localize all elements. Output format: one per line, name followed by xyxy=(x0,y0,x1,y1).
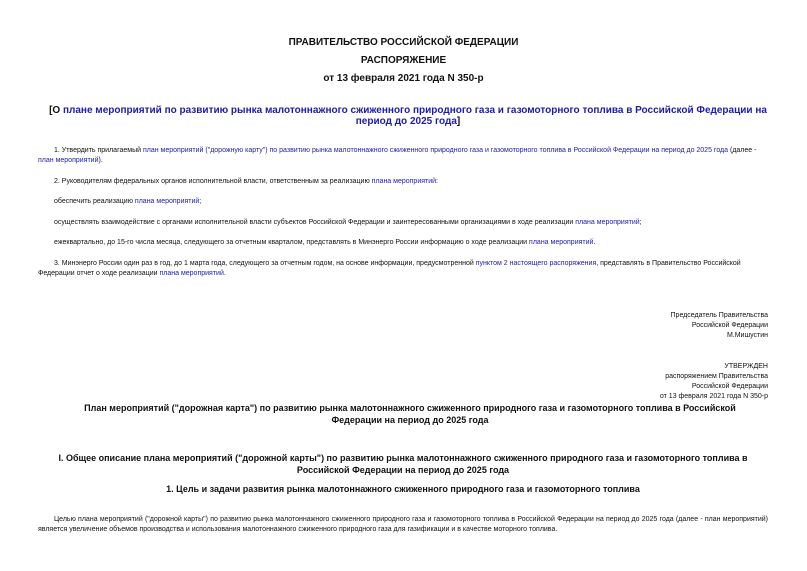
paragraph-text: ; xyxy=(199,198,202,205)
document-date-number: от 13 февраля 2021 года N 350-р xyxy=(323,73,484,84)
paragraph-text: . xyxy=(223,270,226,277)
paragraph-text: ежеквартально, до 15-го числа месяца, следующего за отчетным кварталом, представлять в Минэнерго России информацию о ходе реализации xyxy=(54,239,530,246)
paragraph-text: ). xyxy=(98,157,103,164)
signature-name: М.Мишустин xyxy=(726,332,768,339)
government-heading: ПРАВИТЕЛЬСТВО РОССИЙСКОЙ ФЕДЕРАЦИИ xyxy=(288,37,519,48)
paragraph-text: (далее - xyxy=(728,147,757,154)
approval-by: распоряжением Правительства xyxy=(665,373,768,380)
plan-link[interactable]: план мероприятий ("дорожную карту") по развитию рынка малотоннажного сжиженного природного газа и газомоторного топлива в Российской Федерации на период до 2025 года xyxy=(142,147,729,154)
paragraph-text: обеспечить реализацию xyxy=(54,198,135,205)
paragraph-text: 3. Минэнерго России один раз в год, до 1 марта года, следующего за отчетным годом, на основе информации, предусмотренной xyxy=(54,260,476,267)
signature-position: Председатель Правительства xyxy=(670,312,768,319)
paragraph-6 xyxy=(38,259,768,279)
paragraph-text: ; xyxy=(639,219,642,226)
paragraph-text: , представлять в Правительство Российской Федерации отчет о ходе реализации xyxy=(38,260,741,277)
document-type-heading: РАСПОРЯЖЕНИЕ xyxy=(360,55,447,66)
subsection-1-title: 1. Цель и задачи развития рынка малотоннажного сжиженного природного газа и газомоторного топлива xyxy=(166,484,640,494)
paragraph-3 xyxy=(38,197,768,207)
paragraph-4 xyxy=(38,218,768,228)
clause-2-link[interactable]: пунктом 2 настоящего распоряжения xyxy=(475,260,597,267)
title-link[interactable]: плане мероприятий по развитию рынка малотоннажного сжиженного природного газа и газомоторного топлива в Российской Федерации на период до 2025 года xyxy=(62,105,767,127)
paragraph-text: 2. Руководителям федеральных органов исполнительной власти, ответственным за реализацию xyxy=(54,178,372,185)
paragraph-text: осуществлять взаимодействие с органами исполнительной власти субъектов Российской Федерации и заинтересованными организациями в ходе реализации xyxy=(54,219,576,226)
paragraph-text: : xyxy=(436,178,438,185)
last-paragraph: Целью плана мероприятий ("дорожной карты") по развитию рынка малотоннажного сжиженного природного газа и газомоторного топлива в Российской Федерации на период до 2025 года (далее - план мероприятий) является увеличение объемов производства и использования малотоннажного сжиженного природного газа для газификации и в качестве моторного топлива. xyxy=(38,516,768,533)
paragraph-text: . xyxy=(593,239,596,246)
paragraph-5 xyxy=(38,238,768,248)
approval-date: от 13 февраля 2021 года N 350-р xyxy=(659,393,768,400)
paragraph-1 xyxy=(38,146,768,166)
paragraph-text: 1. Утвердить прилагаемый xyxy=(54,147,143,154)
plan-link[interactable]: плана мероприятий xyxy=(575,219,640,226)
signature-block xyxy=(468,311,768,341)
approval-org: Российской Федерации xyxy=(691,383,768,390)
title-bracket-close: ] xyxy=(456,116,461,127)
plan-title: План мероприятий ("дорожная карта") по развитию рынка малотоннажного сжиженного природного газа и газомоторного топлива в Российской Федерации на период до 2025 года xyxy=(84,403,736,425)
approval-label: УТВЕРЖДЕН xyxy=(724,363,768,370)
signature-org: Российской Федерации xyxy=(691,322,768,329)
section-1-title: I. Общее описание плана мероприятий ("дорожной карты") по развитию рынка малотоннажного сжиженного природного газа и газомоторного топлива в Российской Федерации на период до 2025 года xyxy=(58,453,748,475)
plan-short-link[interactable]: план мероприятий xyxy=(38,157,99,164)
paragraph-2 xyxy=(38,177,768,187)
plan-link[interactable]: плана мероприятий xyxy=(159,270,224,277)
plan-link[interactable]: плана мероприятий xyxy=(134,198,200,205)
plan-link[interactable]: плана мероприятий xyxy=(529,239,594,246)
approval-block xyxy=(468,362,768,402)
document-title xyxy=(38,105,778,127)
title-bracket-open: [О xyxy=(49,105,63,116)
plan-link[interactable]: плана мероприятий xyxy=(371,178,437,185)
